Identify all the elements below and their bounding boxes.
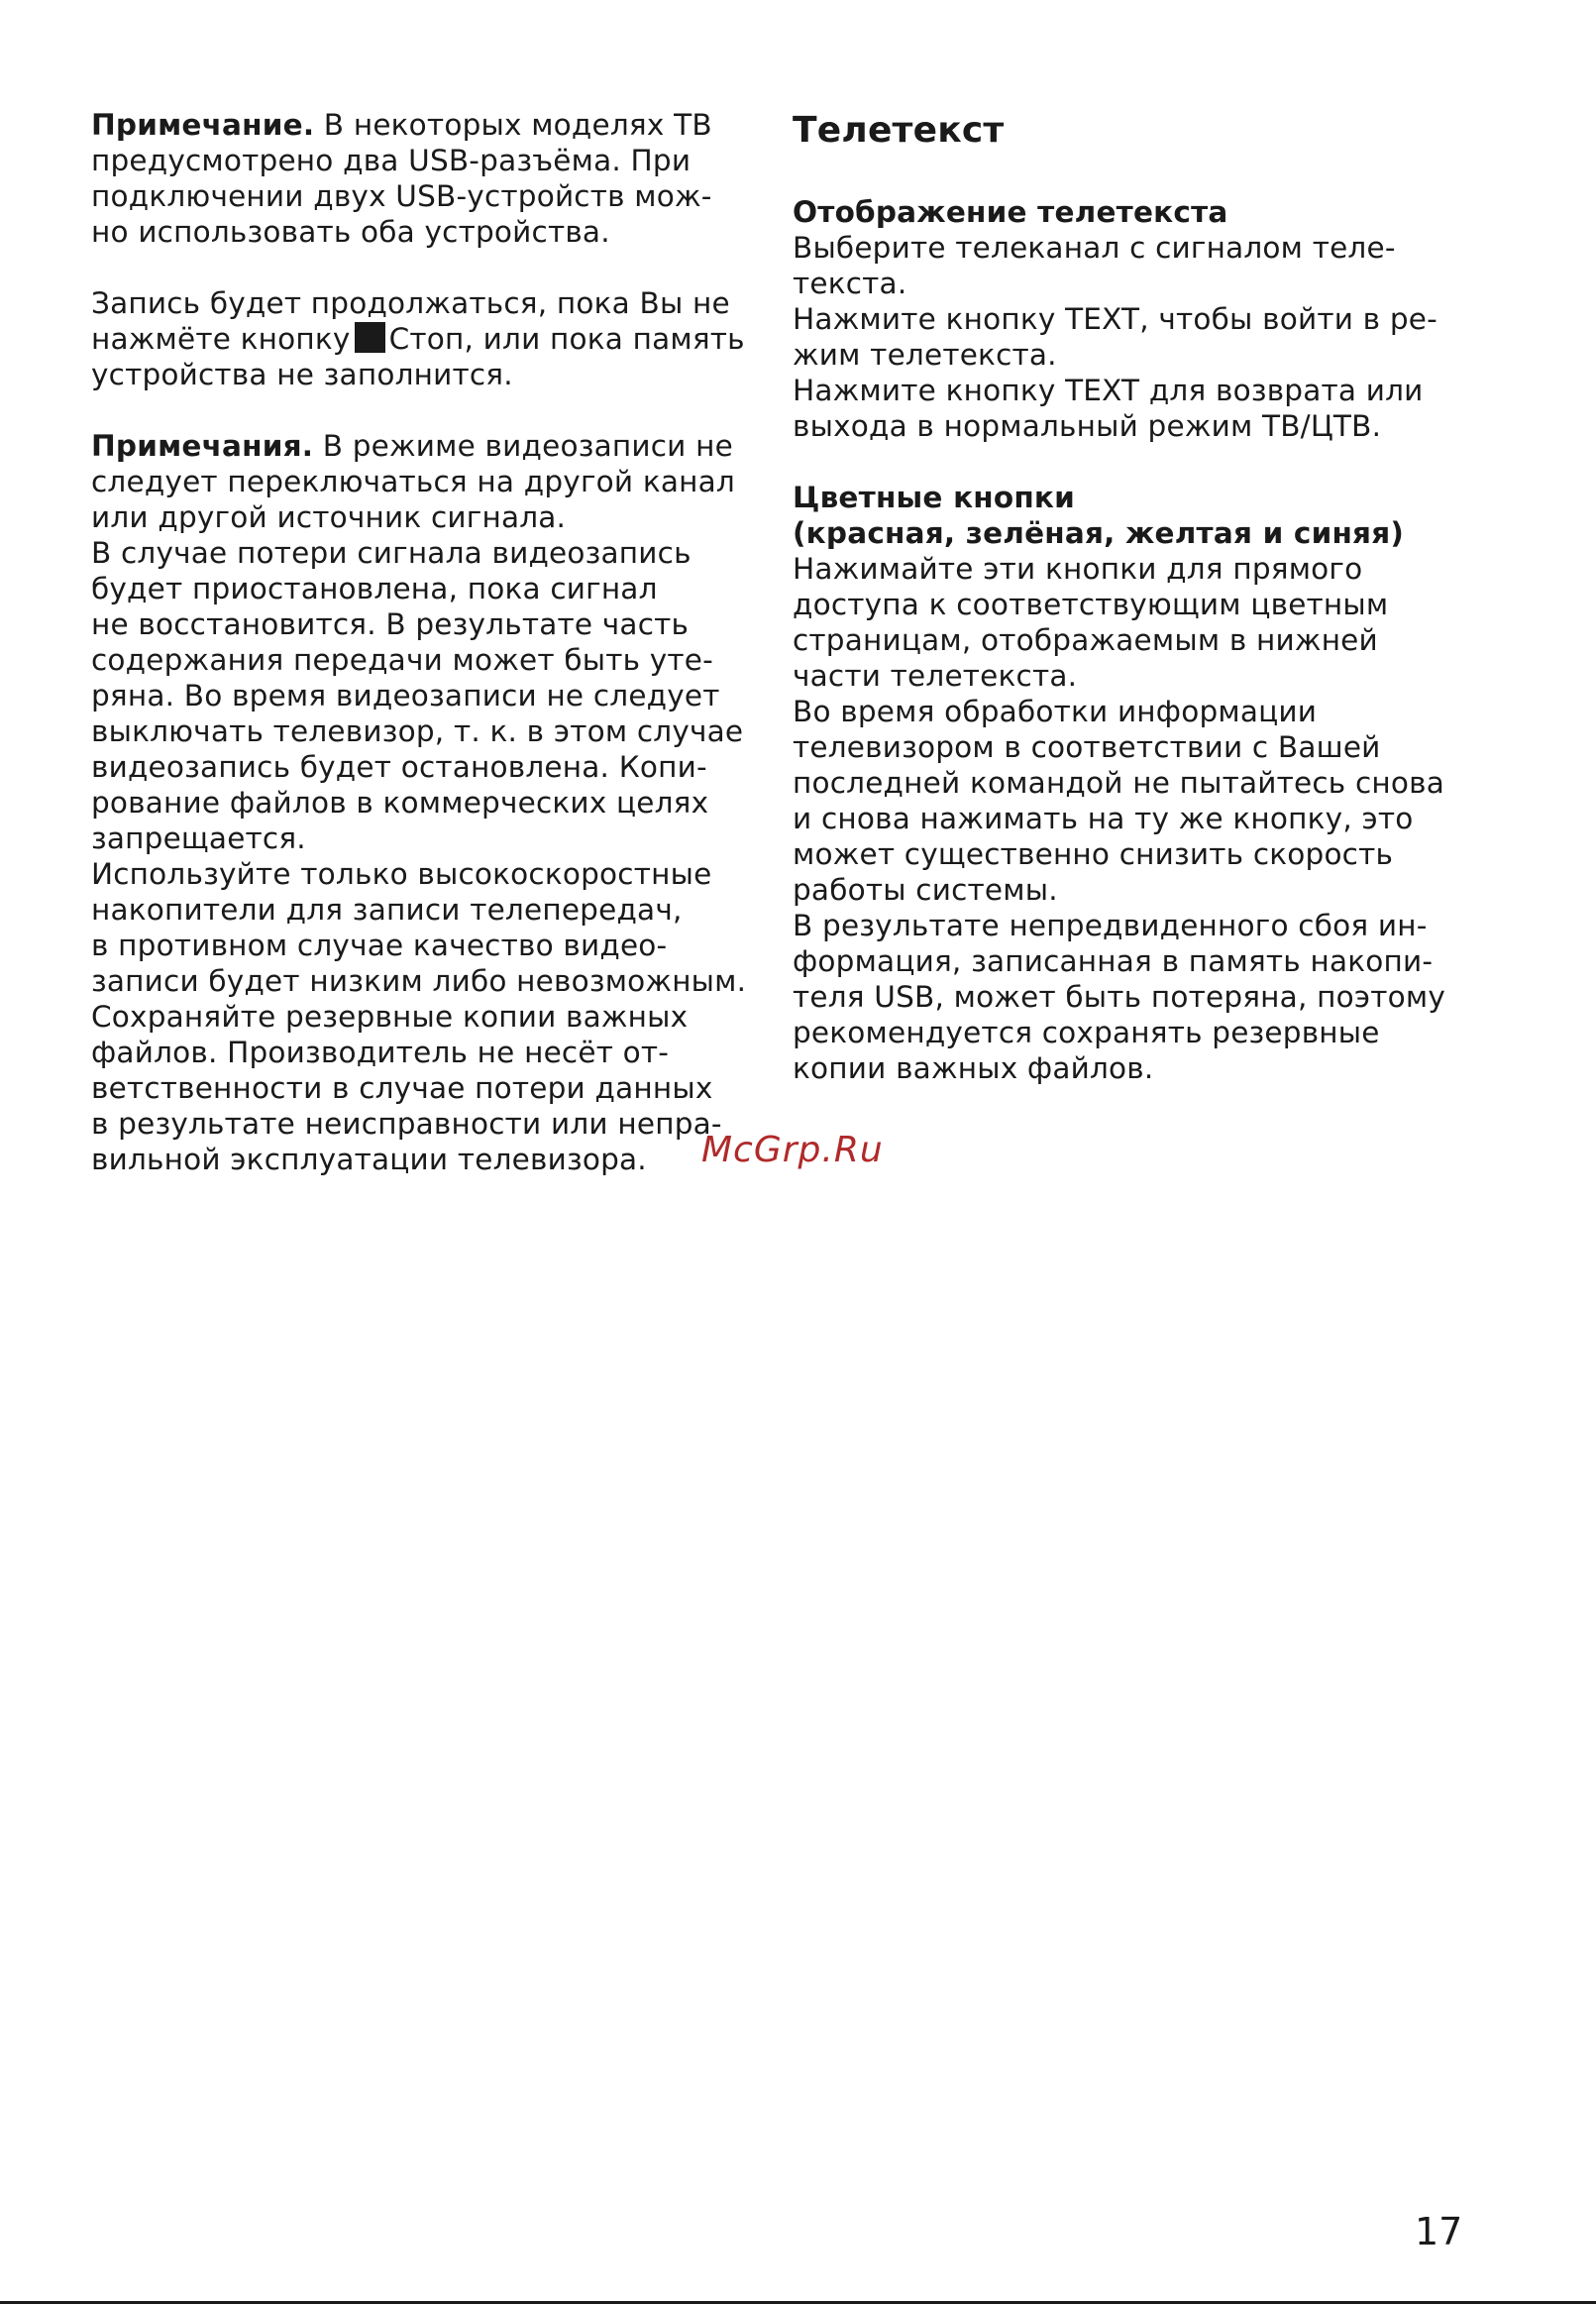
teletext-display-section: Отображение телетекста Выберите телеканал с сигналом теле- текста. Нажмите кнопку TEXT, чтобы войти в ре- жим телетекста. Нажмите кнопку TEXT для возврата или выхода в нормальный режим ТВ/ЦТВ. (793, 194, 1486, 444)
page-number: 17 (1415, 2210, 1463, 2253)
color-buttons-section: Цветные кнопки (красная, зелёная, желтая и синяя) Нажимайте эти кнопки для прямого доступа к соответствующим цветным страницам, отображаемым в нижней части телетекста. Во время обработки информации телевизором в соответствии с Вашей последней командой не пытайтесь снова и снова нажимать на ту же кнопку, это может существенно снизить скорость работы системы. В результате непредвиденного сбоя ин- формация, записанная в память накопи- теля USB, может быть потеряна, поэтому рекомендуется сохранять резервные копии важных файлов. (793, 480, 1486, 1086)
notes-recording: Примечания. В режиме видеозаписи не следует переключаться на другой канал или другой источник сигнала. В случае потери сигнала видеозапись будет приостановлена, пока сигнал не восстановится. В результате часть содержания передачи может быть уте- ряна. Во время видеозаписи не следует выключать телевизор, т. к. в этом случае видеозапись будет остановлена. Копи- рование файлов в коммерческих целях запрещается. Используйте только высокоскоростные накопители для записи телепередач, в противном случае качество видео- записи будет низким либо невозможным. Сохраняйте резервные копии важных файлов. Производитель не несёт от- ветственности в случае потери данных в результате неисправности или непра- вильной эксплуатации телевизора. (91, 429, 747, 1176)
subheading-color-buttons: Цветные кнопки (793, 481, 1076, 514)
stop-square-icon (355, 322, 385, 353)
recording-duration-paragraph: Запись будет продолжаться, пока Вы не нажмёте кнопку Стоп, или пока память устройства не заполнится. (91, 286, 745, 391)
note-label: Примечание. (91, 108, 315, 142)
right-column (793, 107, 1486, 1086)
subheading-color-buttons-list: (красная, зелёная, желтая и синяя) (793, 516, 1405, 550)
note-usb-ports: Примечание. В некоторых моделях ТВ предусмотрено два USB-разъёма. При подключении двух USB-устройств мож- но использовать оба устройства. (91, 108, 712, 249)
watermark: McGrp.Ru (701, 1130, 884, 1170)
left-column (91, 107, 785, 1177)
section-title-teletext: Телетекст (793, 110, 1005, 151)
notes-label: Примечания. (91, 429, 314, 463)
subheading-teletext-display: Отображение телетекста (793, 195, 1228, 229)
